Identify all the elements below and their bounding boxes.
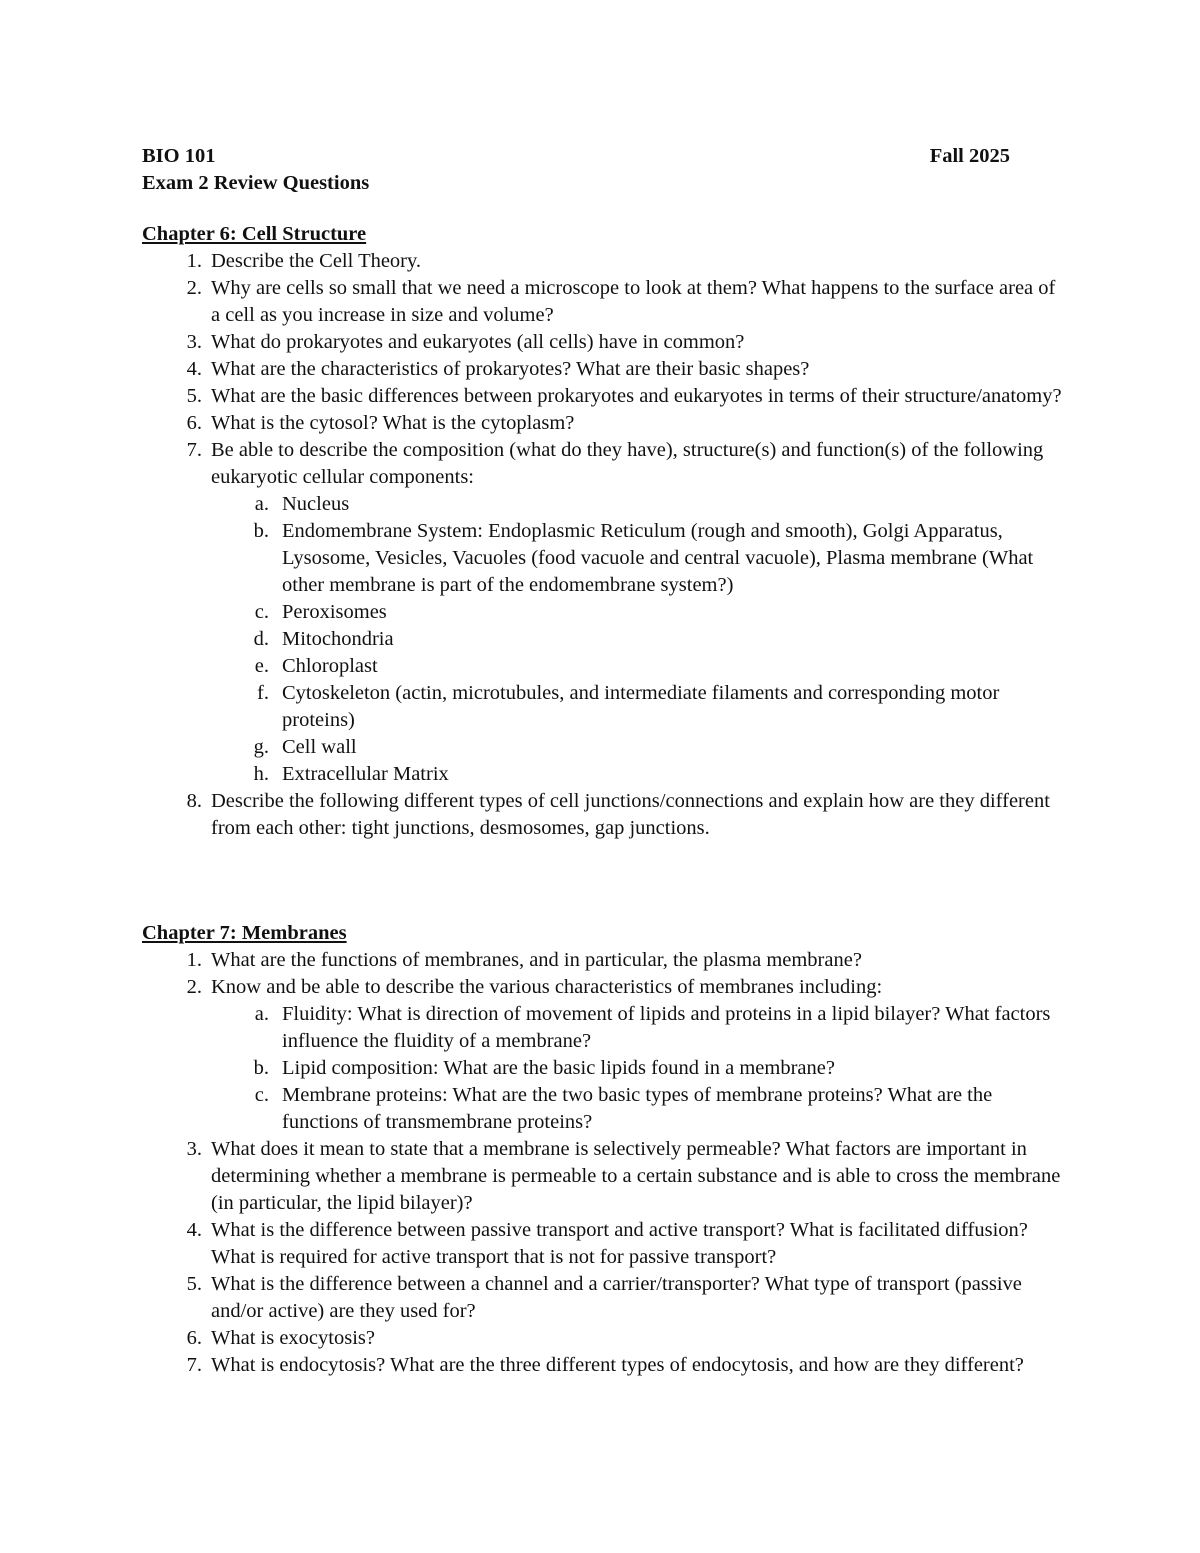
course-code: BIO 101 — [142, 145, 216, 167]
sub-question-text: Chloroplast — [282, 655, 378, 677]
chapter-7-question-list — [142, 947, 1062, 1379]
sub-question-letter: g. — [253, 736, 269, 758]
question-text: What is the cytosol? What is the cytoplasm? — [211, 412, 575, 434]
question-item — [142, 356, 1062, 383]
question-text: What is the difference between a channel and a carrier/transporter? What type of transport (passive and/or active) are they used for? — [211, 1273, 1022, 1322]
sub-question-item — [211, 1001, 1062, 1055]
question-item — [142, 248, 1062, 275]
question-number: 4. — [186, 358, 202, 380]
sub-question-item — [211, 1055, 1062, 1082]
question-text: Why are cells so small that we need a microscope to look at them? What happens to the surface area of a cell as you increase in size and volume? — [211, 277, 1056, 326]
sub-question-letter: c. — [254, 601, 269, 623]
question-text: What do prokaryotes and eukaryotes (all cells) have in common? — [211, 331, 745, 353]
question-number: 1. — [186, 250, 202, 272]
sub-question-list — [211, 491, 1062, 788]
sub-question-text: Membrane proteins: What are the two basic types of membrane proteins? What are the functions of transmembrane proteins? — [282, 1084, 993, 1133]
sub-question-text: Lipid composition: What are the basic lipids found in a membrane? — [282, 1057, 835, 1079]
question-item — [142, 1325, 1062, 1352]
sub-question-letter: h. — [253, 763, 269, 785]
sub-question-item — [211, 626, 1062, 653]
sub-question-text: Peroxisomes — [282, 601, 387, 623]
sub-question-item — [211, 599, 1062, 626]
question-number: 7. — [186, 439, 202, 461]
question-item — [142, 788, 1062, 842]
chapter-6-heading: Chapter 6: Cell Structure — [142, 223, 367, 245]
question-item — [142, 410, 1062, 437]
question-text: Describe the Cell Theory. — [211, 250, 422, 272]
sub-question-text: Cell wall — [282, 736, 357, 758]
sub-question-letter: c. — [254, 1084, 269, 1106]
sub-question-letter: a. — [254, 493, 269, 515]
question-text: What is endocytosis? What are the three different types of endocytosis, and how are they different? — [211, 1354, 1024, 1376]
question-text: Describe the following different types of cell junctions/connections and explain how are they different from each other: tight junctions, desmosomes, gap junctions. — [211, 790, 1050, 839]
sub-question-text: Fluidity: What is direction of movement of lipids and proteins in a lipid bilayer? What factors influence the fluidity of a membrane? — [282, 1003, 1051, 1052]
sub-question-letter: a. — [254, 1003, 269, 1025]
sub-question-item — [211, 734, 1062, 761]
question-item — [142, 1352, 1062, 1379]
question-text: What are the functions of membranes, and in particular, the plasma membrane? — [211, 949, 862, 971]
question-item — [142, 947, 1062, 974]
sub-question-letter: e. — [254, 655, 269, 677]
question-item — [142, 974, 1062, 1136]
sub-question-text: Nucleus — [282, 493, 350, 515]
chapter-6-question-list — [142, 248, 1062, 842]
question-text: Know and be able to describe the various characteristics of membranes including: — [211, 976, 883, 998]
sub-question-item — [211, 491, 1062, 518]
sub-question-text: Cytoskeleton (actin, microtubules, and intermediate filaments and corresponding motor proteins) — [282, 682, 1000, 731]
chapter-7-heading: Chapter 7: Membranes — [142, 922, 347, 944]
question-item — [142, 383, 1062, 410]
question-item — [142, 437, 1062, 788]
document-title: Exam 2 Review Questions — [142, 172, 370, 194]
question-text: What is exocytosis? — [211, 1327, 375, 1349]
question-item — [142, 329, 1062, 356]
question-text: Be able to describe the composition (what do they have), structure(s) and function(s) of the following eukaryotic cellular components: — [211, 439, 1044, 488]
sub-question-item — [211, 653, 1062, 680]
sub-question-letter: b. — [253, 1057, 269, 1079]
question-text: What are the basic differences between prokaryotes and eukaryotes in terms of their structure/anatomy? — [211, 385, 1062, 407]
question-number: 5. — [186, 385, 202, 407]
question-item — [142, 1136, 1062, 1217]
question-number: 6. — [186, 1327, 202, 1349]
question-number: 3. — [186, 1138, 202, 1160]
question-number: 8. — [186, 790, 202, 812]
sub-question-letter: b. — [253, 520, 269, 542]
question-number: 1. — [186, 949, 202, 971]
question-number: 6. — [186, 412, 202, 434]
question-number: 5. — [186, 1273, 202, 1295]
question-text: What are the characteristics of prokaryotes? What are their basic shapes? — [211, 358, 810, 380]
sub-question-item — [211, 761, 1062, 788]
question-item — [142, 1271, 1062, 1325]
sub-question-letter: d. — [253, 628, 269, 650]
sub-question-letter: f. — [257, 682, 269, 704]
sub-question-text: Mitochondria — [282, 628, 394, 650]
question-number: 2. — [186, 976, 202, 998]
question-number: 4. — [186, 1219, 202, 1241]
sub-question-text: Endomembrane System: Endoplasmic Reticulum (rough and smooth), Golgi Apparatus, Lysosome, Vesicles, Vacuoles (food vacuole and central vacuole), Plasma membrane (What other membrane is part of the endomembrane system?) — [282, 520, 1034, 596]
sub-question-item — [211, 518, 1062, 599]
question-text: What is the difference between passive transport and active transport? What is facilitated diffusion? What is required for active transport that is not for passive transport? — [211, 1219, 1028, 1268]
question-item — [142, 1217, 1062, 1271]
question-number: 7. — [186, 1354, 202, 1376]
question-item — [142, 275, 1062, 329]
question-number: 2. — [186, 277, 202, 299]
question-number: 3. — [186, 331, 202, 353]
sub-question-item — [211, 1082, 1062, 1136]
question-text: What does it mean to state that a membrane is selectively permeable? What factors are important in determining whether a membrane is permeable to a certain substance and is able to cross the membrane (in particular, the lipid bilayer)? — [211, 1138, 1061, 1214]
term-label: Fall 2025 — [929, 145, 1010, 167]
sub-question-list — [211, 1001, 1062, 1136]
sub-question-text: Extracellular Matrix — [282, 763, 449, 785]
sub-question-item — [211, 680, 1062, 734]
